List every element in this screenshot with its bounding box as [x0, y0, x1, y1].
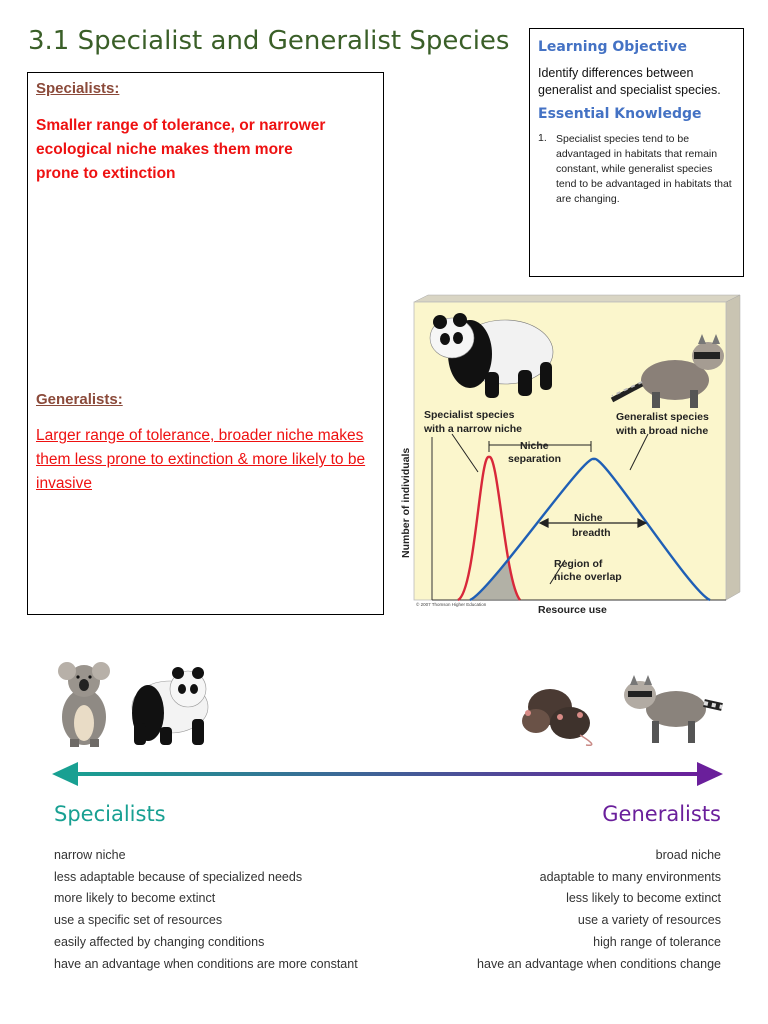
- separation-label-2: separation: [508, 453, 562, 465]
- specialist-trait: easily affected by changing conditions: [54, 934, 265, 949]
- figure-copyright: © 2007 Thomson Higher Education: [416, 602, 487, 607]
- generalist-trait: less likely to become extinct: [566, 891, 721, 906]
- specialists-title: Specialists: [54, 802, 166, 826]
- generalist-label-2: with a broad niche: [616, 425, 709, 437]
- panda-icon: [132, 667, 208, 745]
- raccoon-icon: [624, 675, 722, 743]
- generalist-label-1: Generalist species: [616, 411, 709, 423]
- specialists-notes: Smaller range of tolerance, or narrower ecological niche makes them more prone to extinction: [36, 117, 326, 182]
- specialist-trait: more likely to become extinct: [54, 891, 216, 906]
- overlap-label-2: niche overlap: [554, 571, 622, 583]
- essential-knowledge-heading: Essential Knowledge: [538, 106, 702, 122]
- separation-label-1: Niche: [520, 440, 549, 452]
- rat-icon: [522, 689, 592, 745]
- specialist-label-1: Specialist species: [424, 409, 515, 421]
- generalists-heading: Generalists:: [36, 391, 123, 408]
- generalist-trait: have an advantage when conditions change: [477, 956, 721, 971]
- x-axis-label: Resource use: [538, 604, 607, 616]
- niche-overlap-figure: [390, 292, 745, 622]
- learning-objective-text: Identify differences between generalist and specialist species.: [538, 66, 721, 97]
- essential-knowledge-text: Specialist species tend to be advantaged in habitats that remain constant, while generalist species tend to be advantaged in habitats that are changing.: [556, 133, 732, 205]
- figure-frame-top: [414, 295, 740, 302]
- specialist-label-2: with a narrow niche: [424, 423, 523, 435]
- specialist-trait: use a specific set of resources: [54, 913, 223, 928]
- breadth-label-1: Niche: [574, 512, 603, 524]
- specialists-heading: Specialists:: [36, 80, 120, 97]
- generalists-notes: Larger range of tolerance, broader niche makes them less prone to extinction & more likely to be invasive: [36, 427, 366, 492]
- essential-knowledge-number: 1.: [538, 132, 547, 144]
- overlap-label-1: Region of: [554, 558, 603, 570]
- specialist-trait: have an advantage when conditions are more constant: [54, 956, 358, 971]
- generalists-title: Generalists: [602, 802, 721, 826]
- learning-objective-heading: Learning Objective: [538, 39, 688, 55]
- generalist-trait: high range of tolerance: [593, 934, 721, 949]
- specialist-generalist-spectrum: [40, 655, 728, 795]
- breadth-label-2: breadth: [572, 527, 611, 539]
- generalist-trait: use a variety of resources: [577, 913, 721, 928]
- generalist-trait: adaptable to many environments: [539, 869, 721, 884]
- koala-icon: [58, 662, 110, 747]
- generalist-trait: broad niche: [655, 848, 721, 862]
- specialist-trait: less adaptable because of specialized needs: [54, 869, 303, 884]
- y-axis-label: Number of individuals: [400, 447, 412, 558]
- figure-frame-side: [726, 295, 740, 600]
- spectrum-arrow: [52, 762, 723, 786]
- specialist-trait: narrow niche: [54, 848, 126, 862]
- page-title: 3.1 Specialist and Generalist Species: [28, 26, 510, 56]
